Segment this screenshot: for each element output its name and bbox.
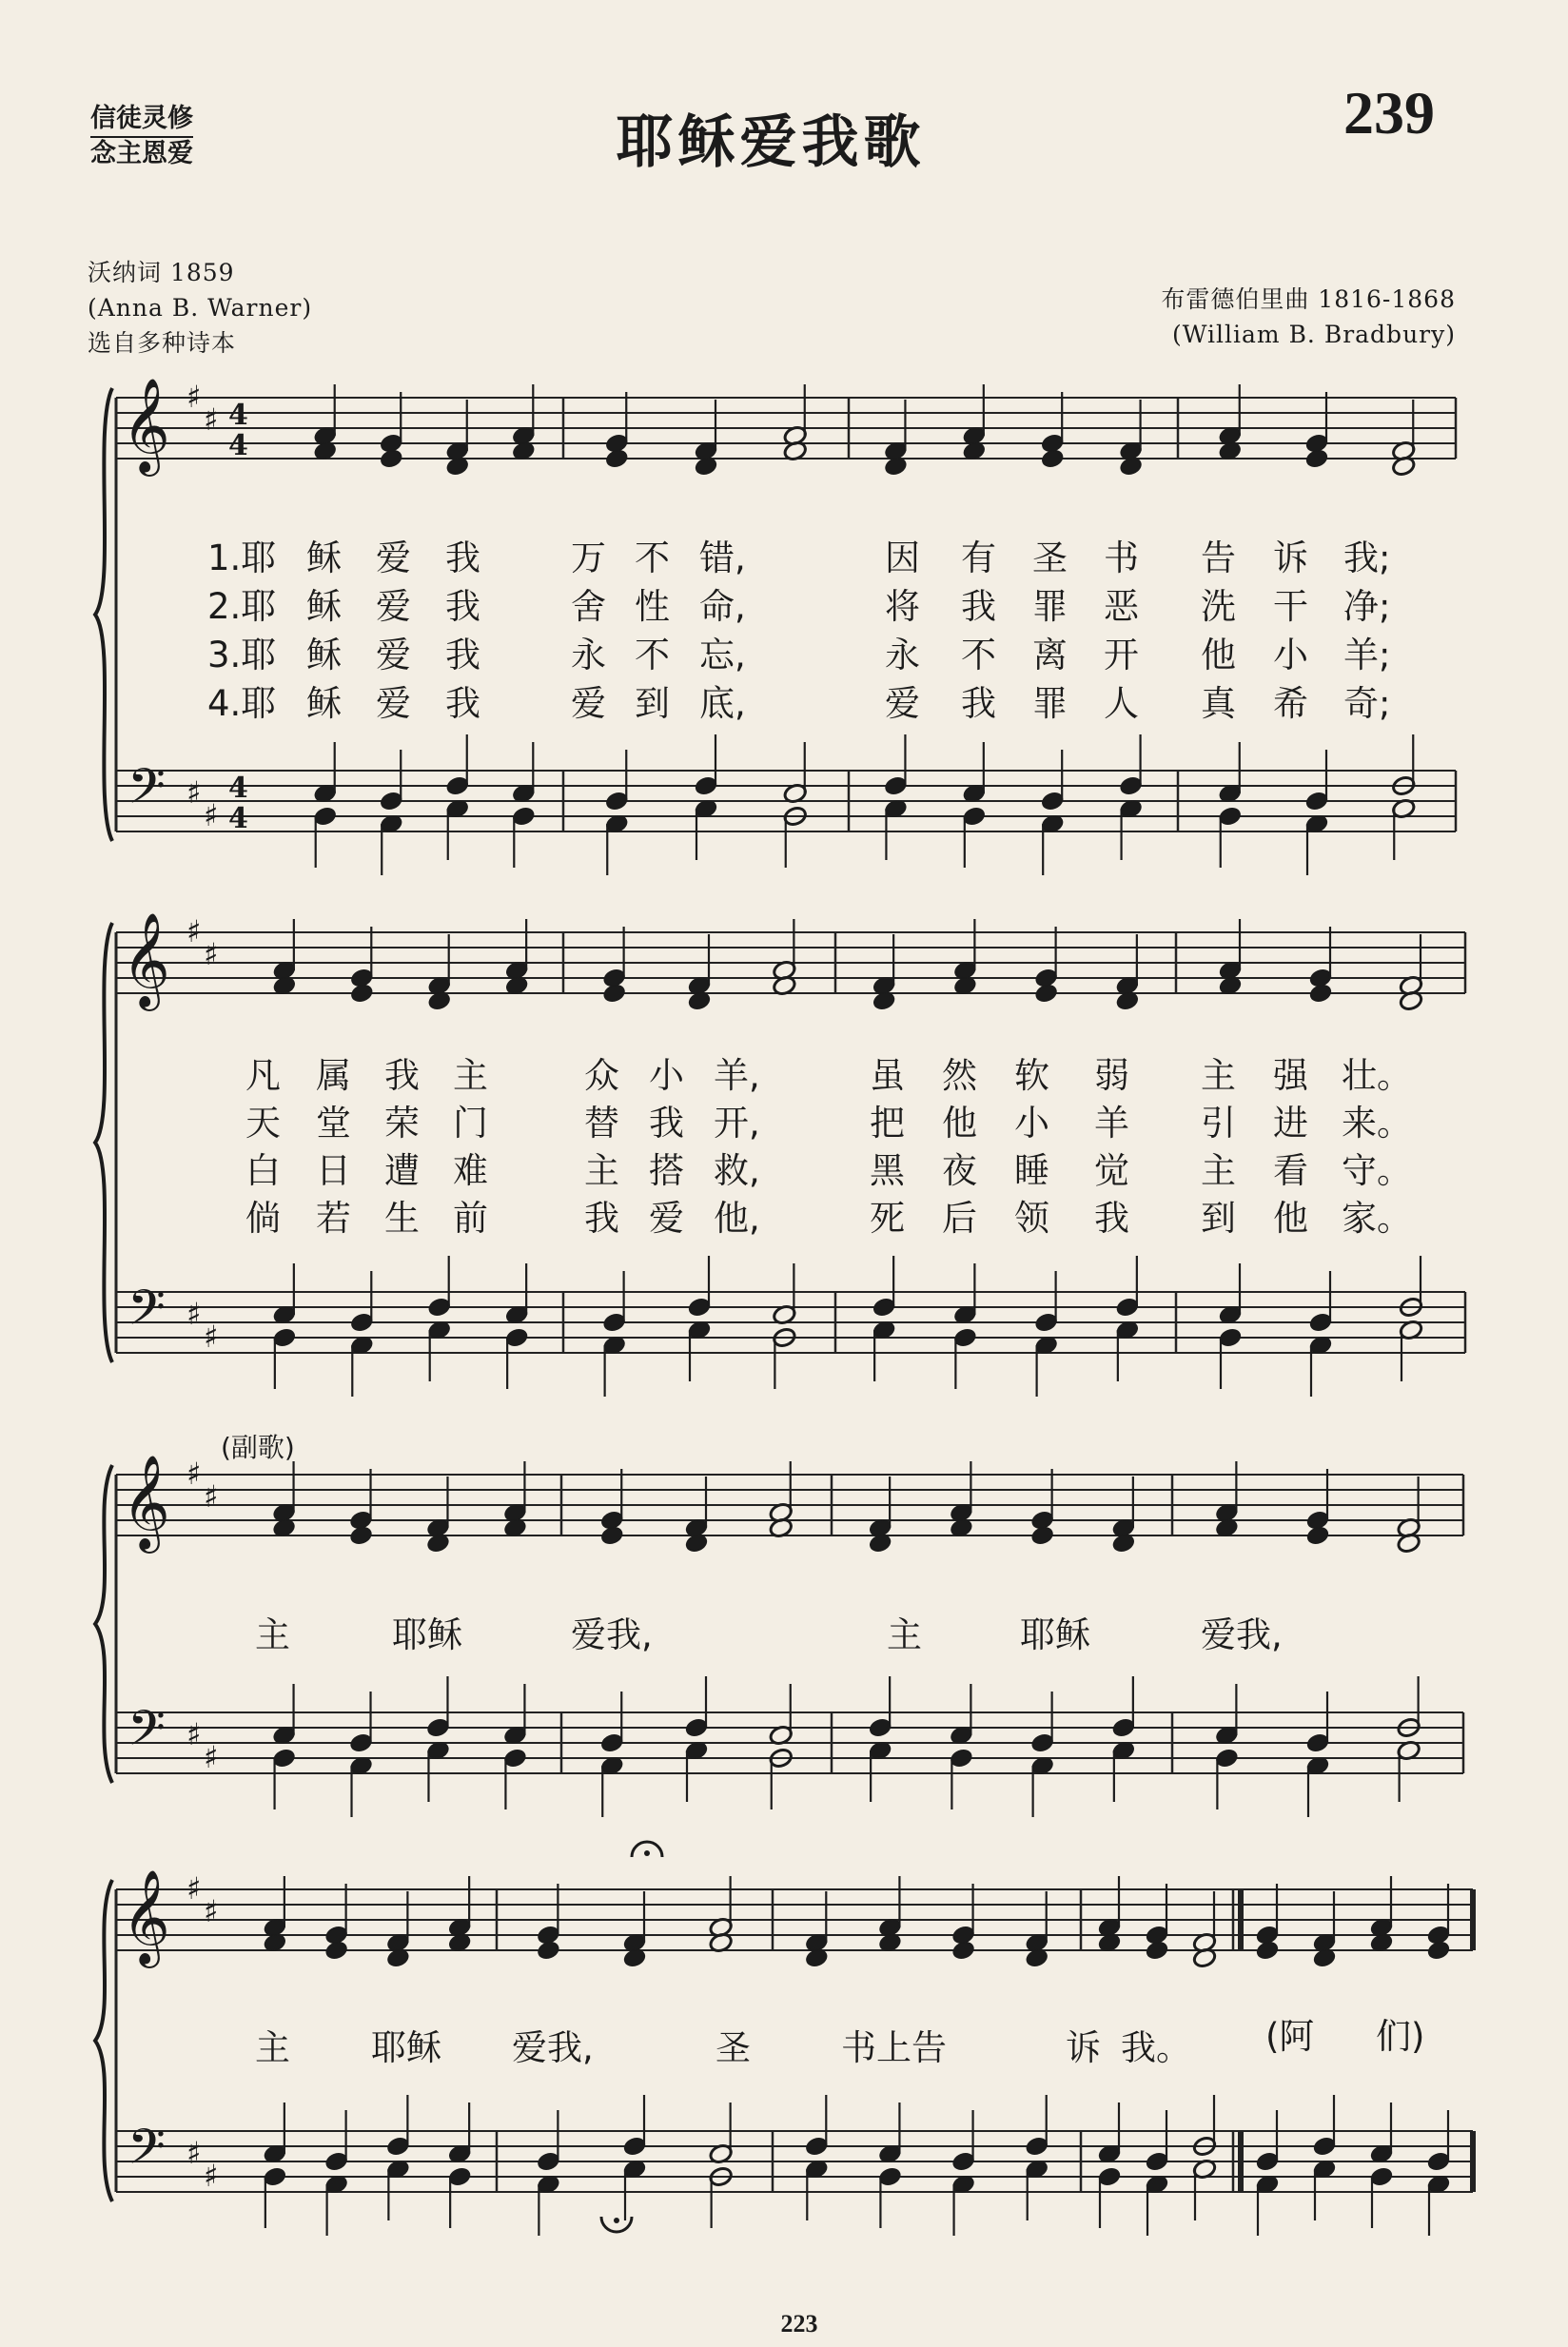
lyric-syllable: 开, bbox=[714, 1103, 760, 1144]
bass-clef-icon: 𝄢 bbox=[127, 2118, 166, 2187]
chorus-syllable: 主 bbox=[255, 2027, 290, 2068]
note-head bbox=[1426, 1939, 1451, 1961]
lyric-syllable: 到 bbox=[635, 683, 670, 724]
chorus-syllable: 爱我, bbox=[1201, 1614, 1283, 1655]
note-head bbox=[1305, 1524, 1330, 1546]
lyric-syllable: 守。 bbox=[1342, 1150, 1412, 1191]
lyric-syllable: 洗 bbox=[1201, 586, 1236, 627]
lyric-syllable: 爱 bbox=[376, 635, 411, 675]
note-head bbox=[536, 1939, 560, 1961]
lyric-syllable: 爱 bbox=[885, 683, 920, 724]
lyric-syllable: 爱 bbox=[376, 683, 411, 724]
lyric-syllable: 我; bbox=[1343, 538, 1391, 578]
lyric-syllable: 爱 bbox=[376, 538, 411, 578]
lyric-syllable: 我 bbox=[1094, 1198, 1129, 1239]
lyric-syllable: 我 bbox=[961, 683, 996, 724]
sharp-icon: ♯ bbox=[204, 797, 219, 833]
lyric-syllable: 净; bbox=[1343, 586, 1391, 627]
lyric-syllable: 不 bbox=[635, 538, 670, 578]
chorus-syllable: 诉 bbox=[1066, 2027, 1101, 2068]
amen-syllable: 们) bbox=[1376, 2016, 1425, 2057]
lyric-syllable: 罪 bbox=[1032, 586, 1068, 627]
lyric-syllable: 弱 bbox=[1094, 1055, 1129, 1096]
lyric-syllable: 错, bbox=[699, 538, 746, 578]
lyric-syllable: 羊; bbox=[1343, 635, 1391, 675]
lyric-syllable: 性 bbox=[635, 586, 670, 627]
lyric-syllable: 后 bbox=[942, 1198, 977, 1239]
chorus-syllable: 耶稣 bbox=[1020, 1614, 1090, 1655]
lyric-syllable: 人 bbox=[1104, 683, 1139, 724]
lyric-syllable: 凡 bbox=[245, 1055, 281, 1096]
note-head bbox=[601, 982, 626, 1004]
lyric-syllable: 书 bbox=[1104, 538, 1139, 578]
lyric-syllable: 生 bbox=[384, 1198, 420, 1239]
lyric-syllable: 他 bbox=[1273, 1198, 1308, 1239]
note-head bbox=[604, 447, 629, 469]
staff-systems bbox=[95, 378, 1473, 2236]
sharp-icon: ♯ bbox=[186, 379, 202, 415]
lyric-syllable: 稣 bbox=[306, 635, 342, 675]
chorus-syllable: 耶稣 bbox=[371, 2027, 441, 2068]
lyric-syllable: 死 bbox=[870, 1198, 905, 1239]
lyric-syllable: 我 bbox=[649, 1103, 684, 1144]
lyric-syllable: 属 bbox=[316, 1055, 351, 1096]
lyric-syllable: 来。 bbox=[1342, 1103, 1412, 1144]
lyric-syllable: 忘, bbox=[699, 635, 746, 675]
note-head bbox=[1029, 1524, 1054, 1546]
treble-clef-icon: 𝄞 bbox=[122, 378, 170, 473]
lyric-syllable: 将 bbox=[885, 586, 920, 627]
lyric-syllable: 爱 bbox=[571, 683, 606, 724]
lyric-syllable: 进 bbox=[1273, 1103, 1308, 1144]
time-signature: 4 bbox=[228, 399, 248, 432]
lyric-syllable: 替 bbox=[584, 1103, 619, 1144]
amen-syllable: (阿 bbox=[1265, 2016, 1315, 2057]
lyric-syllable: 2.耶 bbox=[207, 586, 277, 627]
lyric-syllable: 夜 bbox=[942, 1150, 977, 1191]
note-head bbox=[599, 1524, 624, 1546]
lyric-syllable: 奇; bbox=[1343, 683, 1391, 724]
lyric-syllable: 不 bbox=[635, 635, 670, 675]
lyricist-name: 沃纳词 1859 bbox=[88, 259, 235, 286]
sharp-icon: ♯ bbox=[204, 1893, 219, 1929]
lyric-syllable: 我 bbox=[445, 635, 480, 675]
lyric-syllable: 我 bbox=[384, 1055, 420, 1096]
lyric-syllable: 到 bbox=[1201, 1198, 1236, 1239]
page-number: 223 bbox=[780, 2310, 818, 2337]
lyric-syllable: 众 bbox=[584, 1055, 619, 1096]
note-head bbox=[349, 982, 374, 1004]
lyric-syllable: 强 bbox=[1273, 1055, 1308, 1096]
sharp-icon: ♯ bbox=[204, 936, 219, 972]
lyric-syllable: 难 bbox=[453, 1150, 488, 1191]
hymn-number: 239 bbox=[1343, 79, 1435, 147]
chorus-syllable: 耶稣 bbox=[392, 1614, 462, 1655]
lyric-syllable: 底, bbox=[699, 683, 746, 724]
lyric-syllable: 我 bbox=[584, 1198, 619, 1239]
note-head bbox=[1304, 447, 1329, 469]
lyric-syllable: 堂 bbox=[316, 1103, 351, 1144]
lyric-syllable: 离 bbox=[1032, 635, 1068, 675]
lyric-syllable: 遭 bbox=[384, 1150, 420, 1191]
lyric-syllable: 前 bbox=[453, 1198, 488, 1239]
lyric-syllable: 我 bbox=[445, 586, 480, 627]
lyric-syllable: 领 bbox=[1014, 1198, 1049, 1239]
chorus-label: (副歌) bbox=[221, 1432, 295, 1463]
lyricist-original-name: (Anna B. Warner) bbox=[88, 294, 313, 322]
sharp-icon: ♯ bbox=[186, 2135, 202, 2171]
lyric-syllable: 永 bbox=[571, 635, 606, 675]
lyric-syllable: 4.耶 bbox=[207, 683, 277, 724]
lyric-syllable: 开 bbox=[1104, 635, 1139, 675]
lyric-syllable: 不 bbox=[961, 635, 996, 675]
lyric-syllable: 搭 bbox=[649, 1150, 684, 1191]
lyric-syllable: 罪 bbox=[1032, 683, 1068, 724]
lyric-syllable: 稣 bbox=[306, 683, 342, 724]
lyric-syllable: 主 bbox=[1201, 1055, 1236, 1096]
note-head bbox=[1308, 982, 1333, 1004]
lyric-syllable: 日 bbox=[316, 1150, 351, 1191]
lyric-syllable: 觉 bbox=[1094, 1150, 1129, 1191]
chorus-syllable: 书上告 bbox=[841, 2027, 947, 2068]
lyric-syllable: 羊, bbox=[714, 1055, 760, 1096]
sharp-icon: ♯ bbox=[204, 1478, 219, 1515]
note-head bbox=[379, 447, 403, 469]
lyric-syllable: 永 bbox=[885, 635, 920, 675]
treble-clef-icon: 𝄞 bbox=[122, 912, 170, 1007]
lyric-syllable: 黑 bbox=[870, 1150, 905, 1191]
lyric-syllable: 小 bbox=[1273, 635, 1308, 675]
lyric-syllable: 万 bbox=[571, 538, 606, 578]
sharp-icon: ♯ bbox=[204, 2158, 219, 2194]
sharp-icon: ♯ bbox=[186, 913, 202, 949]
chorus-syllable: 爱我, bbox=[571, 1614, 653, 1655]
lyric-syllable: 3.耶 bbox=[207, 635, 277, 675]
lyric-syllable: 因 bbox=[885, 538, 920, 578]
fermata-dot bbox=[644, 1850, 650, 1856]
lyric-syllable: 主 bbox=[584, 1150, 619, 1191]
chorus-syllable: 主 bbox=[255, 1614, 290, 1655]
lyric-syllable: 天 bbox=[245, 1103, 281, 1144]
lyric-syllable: 圣 bbox=[1032, 538, 1068, 578]
lyric-syllable: 若 bbox=[316, 1198, 351, 1239]
fermata-dot bbox=[614, 2218, 619, 2223]
composer-original-name: (William B. Bradbury) bbox=[1172, 321, 1456, 348]
lyric-syllable: 告 bbox=[1201, 538, 1236, 578]
lyric-syllable: 他, bbox=[714, 1198, 760, 1239]
lyric-syllable: 我 bbox=[445, 683, 480, 724]
composer-name: 布雷德伯里曲 1816-1868 bbox=[1161, 285, 1456, 313]
sharp-icon: ♯ bbox=[186, 1716, 202, 1752]
system-brace bbox=[95, 388, 112, 841]
section-line-1: 信徒灵修 bbox=[90, 103, 193, 138]
note-head bbox=[1255, 1939, 1280, 1961]
lyric-syllable: 小 bbox=[1014, 1103, 1049, 1144]
sharp-icon: ♯ bbox=[204, 1319, 219, 1355]
lyric-syllable: 诉 bbox=[1273, 538, 1308, 578]
system-brace bbox=[95, 1465, 112, 1783]
lyric-syllable: 有 bbox=[961, 538, 996, 578]
sharp-icon: ♯ bbox=[186, 1296, 202, 1332]
lyric-syllable: 荣 bbox=[384, 1103, 420, 1144]
note-head bbox=[348, 1524, 373, 1546]
lyric-syllable: 他 bbox=[942, 1103, 977, 1144]
lyric-syllable: 主 bbox=[453, 1055, 488, 1096]
sharp-icon: ♯ bbox=[204, 401, 219, 438]
note-head bbox=[951, 1939, 975, 1961]
lyric-syllable: 舍 bbox=[571, 586, 606, 627]
lyric-syllable: 白 bbox=[245, 1150, 281, 1191]
lyric-syllable: 恶 bbox=[1104, 586, 1139, 627]
note-head bbox=[1040, 447, 1065, 469]
lyric-syllable: 把 bbox=[870, 1103, 905, 1144]
lyric-syllable: 主 bbox=[1201, 1150, 1236, 1191]
lyric-syllable: 爱 bbox=[376, 586, 411, 627]
lyric-syllable: 壮。 bbox=[1342, 1055, 1412, 1096]
lyric-syllable: 稣 bbox=[306, 586, 342, 627]
chorus-syllable: 圣 bbox=[715, 2027, 751, 2068]
lyric-syllable: 羊 bbox=[1094, 1103, 1129, 1144]
lyric-source: 选自多种诗本 bbox=[88, 329, 237, 357]
hymn-title: 耶稣爱我歌 bbox=[616, 109, 926, 176]
system-brace bbox=[95, 923, 112, 1362]
treble-clef-icon: 𝄞 bbox=[122, 1869, 170, 1965]
chorus-syllable: 我。 bbox=[1121, 2027, 1191, 2068]
treble-clef-icon: 𝄞 bbox=[122, 1455, 170, 1550]
chorus-syllable: 爱我, bbox=[512, 2027, 594, 2068]
lyric-syllable: 看 bbox=[1273, 1150, 1308, 1191]
system-brace bbox=[95, 1880, 112, 2201]
sharp-icon: ♯ bbox=[186, 774, 202, 811]
lyric-syllable: 虽 bbox=[870, 1055, 905, 1096]
lyric-syllable: 救, bbox=[714, 1150, 760, 1191]
lyric-syllable: 稣 bbox=[306, 538, 342, 578]
lyric-syllable: 睡 bbox=[1014, 1150, 1049, 1191]
lyric-syllable: 1.耶 bbox=[207, 538, 277, 578]
note-head bbox=[323, 1939, 348, 1961]
sharp-icon: ♯ bbox=[186, 1870, 202, 1907]
lyric-syllable: 希 bbox=[1273, 683, 1308, 724]
lyric-syllable: 命, bbox=[699, 586, 746, 627]
bass-clef-icon: 𝄢 bbox=[127, 757, 166, 827]
lyric-syllable: 家。 bbox=[1342, 1198, 1412, 1239]
bass-clef-icon: 𝄢 bbox=[127, 1279, 166, 1348]
chorus-syllable: 主 bbox=[887, 1614, 922, 1655]
section-line-2: 念主恩爱 bbox=[90, 139, 193, 168]
sharp-icon: ♯ bbox=[186, 1456, 202, 1492]
time-signature: 4 bbox=[228, 802, 248, 835]
lyric-syllable: 倘 bbox=[245, 1198, 281, 1239]
lyric-syllable: 真 bbox=[1201, 683, 1236, 724]
lyric-syllable: 我 bbox=[445, 538, 480, 578]
time-signature: 4 bbox=[228, 429, 248, 462]
lyric-syllable: 爱 bbox=[649, 1198, 684, 1239]
time-signature: 4 bbox=[228, 772, 248, 805]
lyric-syllable: 小 bbox=[649, 1055, 684, 1096]
lyric-syllable: 门 bbox=[453, 1103, 488, 1144]
lyric-syllable: 引 bbox=[1201, 1103, 1236, 1144]
lyric-syllable: 我 bbox=[961, 586, 996, 627]
note-head bbox=[1145, 1939, 1169, 1961]
sharp-icon: ♯ bbox=[204, 1739, 219, 1775]
lyric-syllable: 软 bbox=[1014, 1055, 1049, 1096]
lyric-syllable: 他 bbox=[1201, 635, 1236, 675]
lyric-syllable: 然 bbox=[942, 1055, 977, 1096]
lyric-syllable: 干 bbox=[1273, 586, 1308, 627]
bass-clef-icon: 𝄢 bbox=[127, 1699, 166, 1769]
note-head bbox=[1033, 982, 1058, 1004]
